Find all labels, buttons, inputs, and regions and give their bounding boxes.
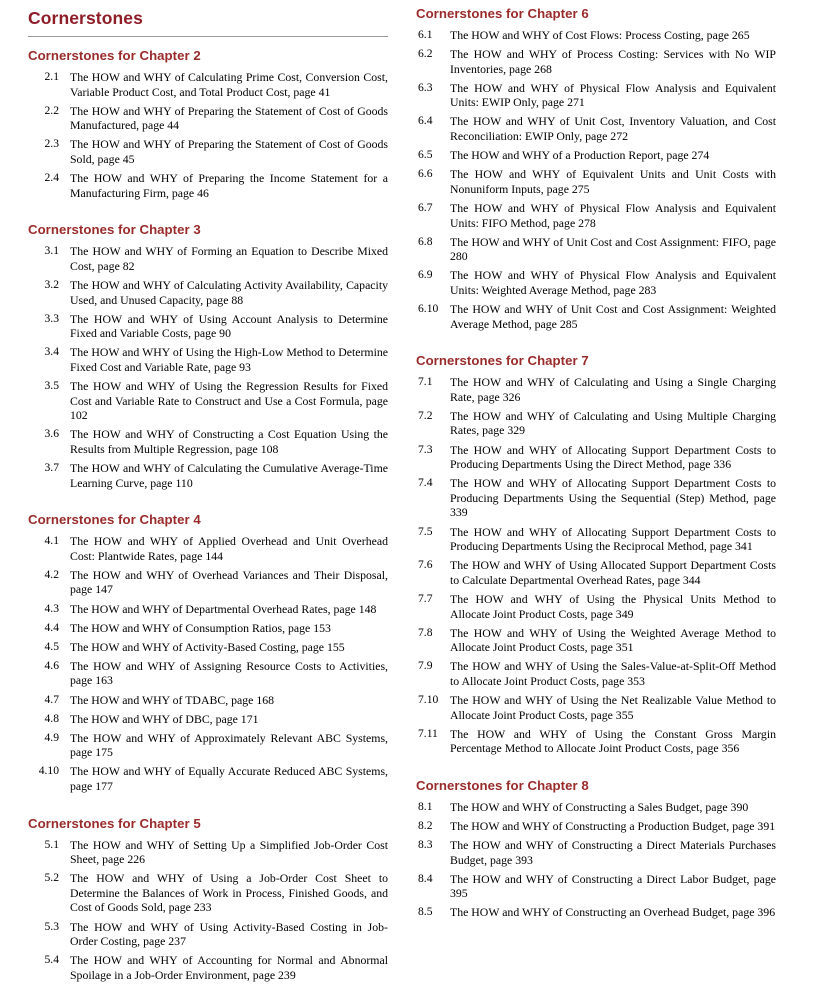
entry-number: 3.3 [44,311,59,325]
entry-number: 5.3 [44,919,59,933]
entry-number: 2.3 [44,137,59,151]
list-item [28,278,388,307]
list-item [416,558,776,587]
list-item [28,953,388,982]
list-item [416,148,776,163]
list-item [28,244,388,273]
entry-text: The HOW and WHY of Calculating and Using a Single Charging Rate, page 326 [450,375,776,404]
entry-text: The HOW and WHY of Calculating and Using Multiple Charging Rates, page 329 [450,408,776,438]
list-item [28,568,388,597]
list-item [416,167,776,196]
entry-number: 3.6 [44,427,59,441]
entry-text: The HOW and WHY of Using the Constant Gross Margin Percentage Method to Allocate Joint Product Costs, page 356 [450,726,776,756]
list-item [416,800,776,815]
list-item [28,312,388,341]
entry-text: The HOW and WHY of Departmental Overhead Rates, page 148 [70,601,377,616]
list-item [416,659,776,688]
list-item [416,872,776,901]
entry-text: The HOW and WHY of Accounting for Normal and Abnormal Spoilage in a Job-Order Environment, page 239 [70,953,388,982]
entry-number: 7.3 [418,442,433,456]
list-item [28,920,388,949]
entry-text: The HOW and WHY of Unit Cost and Cost Assignment: Weighted Average Method, page 285 [450,302,776,331]
entry-number: 6.3 [418,80,433,94]
list-item [28,137,388,166]
chapter-section-4 [28,512,388,793]
list-item [416,409,776,438]
entry-number: 4.6 [44,658,59,672]
entry-text: The HOW and WHY of Physical Flow Analysis and Equivalent Units: Weighted Average Method, page 283 [450,268,776,297]
entry-number: 4.1 [44,534,59,548]
entry-text: The HOW and WHY of Using the Net Realizable Value Method to Allocate Joint Product Costs, page 355 [450,692,776,722]
entry-number: 8.4 [418,871,433,885]
chapter-section-2 [28,48,388,200]
list-item [416,819,776,834]
two-column-layout [28,4,802,987]
entry-text: The HOW and WHY of Using Allocated Support Department Costs to Calculate Departmental Overhead Rates, page 344 [450,558,776,587]
entry-number: 6.8 [418,234,433,248]
entry-number: 4.4 [44,620,59,634]
entry-text: The HOW and WHY of a Production Report, page 274 [450,148,710,163]
entry-text: The HOW and WHY of Calculating Prime Cost, Conversion Cost, Variable Product Cost, and Total Product Cost, page 41 [70,70,388,99]
entry-text: The HOW and WHY of Process Costing: Services with No WIP Inventories, page 268 [450,47,776,76]
list-item [416,476,776,520]
entry-text: The HOW and WHY of Physical Flow Analysis and Equivalent Units: EWIP Only, page 271 [450,80,776,110]
list-item [28,345,388,374]
entry-number: 3.1 [44,244,59,258]
entry-text: The HOW and WHY of Forming an Equation to Describe Mixed Cost, page 82 [70,244,388,273]
list-item [416,235,776,264]
chapter-section-6 [416,6,776,331]
list-item [416,268,776,297]
entry-text: The HOW and WHY of Calculating Activity Availability, Capacity Used, and Unused Capacity, page 88 [70,277,388,307]
entry-text: The HOW and WHY of Using Account Analysis to Determine Fixed and Variable Costs, page 90 [70,311,388,341]
list-item [416,201,776,230]
list-item [28,693,388,708]
entry-number: 3.4 [44,345,59,359]
entry-text: The HOW and WHY of DBC, page 171 [70,711,259,726]
entry-number: 6.5 [418,148,433,162]
entry-text: The HOW and WHY of Constructing a Sales Budget, page 390 [450,799,749,814]
entry-number: 8.1 [418,799,433,813]
entry-number: 3.7 [44,460,59,474]
list-item [28,602,388,617]
entry-text: The HOW and WHY of Calculating the Cumulative Average-Time Learning Curve, page 110 [70,460,388,490]
entry-number: 8.3 [418,838,433,852]
entry-text: The HOW and WHY of Using the Sales-Value-at-Split-Off Method to Allocate Joint Product Costs, page 353 [450,659,776,688]
entry-text: The HOW and WHY of Using the Weighted Average Method to Allocate Joint Product Costs, page 351 [450,625,776,655]
list-item [28,712,388,727]
entry-text: The HOW and WHY of Equivalent Units and Unit Costs with Nonuniform Inputs, page 275 [450,167,776,196]
entry-number: 8.2 [418,818,433,832]
title-divider [28,36,388,37]
entry-text: The HOW and WHY of Cost Flows: Process Costing, page 265 [450,28,750,42]
entry-text: The HOW and WHY of Using a Job-Order Cost Sheet to Determine the Balances of Work in Process, Finished Goods, and Cost of Goods Sold, page 233 [70,871,388,915]
entry-number: 6.7 [418,200,433,214]
entry-number: 6.1 [418,28,433,41]
entry-number: 5.4 [44,953,59,967]
list-item [28,731,388,760]
entry-number: 7.5 [418,524,433,538]
left-column [28,4,388,987]
list-item [416,28,776,43]
list-item [28,871,388,915]
entry-text: The HOW and WHY of Unit Cost and Cost Assignment: FIFO, page 280 [450,234,776,264]
entry-text: The HOW and WHY of Constructing a Direct Labor Budget, page 395 [450,871,776,901]
entry-number: 4.9 [44,730,59,744]
entry-text: The HOW and WHY of Using the Regression Results for Fixed Cost and Variable Rate to Construct and Use a Cost Formula, page 102 [70,379,388,423]
list-item [28,171,388,200]
entry-number: 5.1 [44,837,59,851]
entry-number: 7.9 [418,659,433,673]
list-item [416,838,776,867]
entry-number: 6.9 [418,268,433,282]
entry-text: The HOW and WHY of Activity-Based Costing, page 155 [70,639,345,654]
entry-text: The HOW and WHY of Consumption Ratios, page 153 [70,620,331,635]
entry-number: 6.4 [418,114,433,128]
entry-number: 2.1 [44,70,59,83]
entry-number: 4.10 [38,764,59,778]
entry-text: The HOW and WHY of Using the High-Low Method to Determine Fixed Cost and Variable Rate, page 93 [70,345,388,374]
entry-number: 7.11 [418,726,438,740]
entry-text: The HOW and WHY of Applied Overhead and Unit Overhead Cost: Plantwide Rates, page 144 [70,534,388,563]
entry-text: The HOW and WHY of Constructing a Cost Equation Using the Results from Multiple Regression, page 108 [70,427,388,456]
entry-number: 5.2 [44,871,59,885]
entry-number: 6.6 [418,167,433,181]
list-item [416,302,776,331]
entry-text: The HOW and WHY of Allocating Support Department Costs to Producing Departments Using the Direct Method, page 336 [450,442,776,472]
entry-number: 4.2 [44,567,59,581]
list-item [416,905,776,920]
chapter-heading-3: Cornerstones for Chapter 3 [28,222,201,238]
list-item [28,621,388,636]
chapter-heading-4: Cornerstones for Chapter 4 [28,512,201,528]
list-item [28,70,388,99]
chapter-section-8 [416,778,776,920]
entry-text: The HOW and WHY of Physical Flow Analysis and Equivalent Units: FIFO Method, page 278 [450,200,776,230]
entry-text: The HOW and WHY of Unit Cost, Inventory Valuation, and Cost Reconciliation: EWIP Only, page 272 [450,114,776,144]
entry-number: 8.5 [418,905,433,919]
entry-number: 3.2 [44,277,59,291]
list-item [28,659,388,688]
entry-text: The HOW and WHY of Allocating Support Department Costs to Producing Departments Using the Sequential (Step) Method, page 339 [450,476,776,520]
list-item [28,104,388,133]
entry-number: 2.2 [44,103,59,117]
entry-number: 7.4 [418,476,433,490]
list-item [28,640,388,655]
list-item [416,727,776,756]
entry-text: The HOW and WHY of Preparing the Income Statement for a Manufacturing Firm, page 46 [70,171,388,200]
chapter-heading-6: Cornerstones for Chapter 6 [416,6,589,21]
entry-number: 7.8 [418,625,433,639]
chapter-section-5 [28,816,388,983]
chapter-heading-7: Cornerstones for Chapter 7 [416,353,589,369]
list-item [416,375,776,404]
list-item [28,534,388,563]
entry-text: The HOW and WHY of Preparing the Statement of Cost of Goods Manufactured, page 44 [70,103,388,133]
entry-number: 6.10 [418,302,439,315]
list-item [416,114,776,143]
entry-number: 3.5 [44,379,59,392]
entry-number: 7.10 [418,692,439,706]
page-title: Cornerstones [28,8,143,28]
entry-text: The HOW and WHY of Constructing a Production Budget, page 391 [450,818,776,833]
entry-number: 7.1 [418,375,433,389]
entry-text: The HOW and WHY of Equally Accurate Reduced ABC Systems, page 177 [70,764,388,793]
entry-text: The HOW and WHY of Using Activity-Based Costing in Job-Order Costing, page 237 [70,919,388,949]
entry-text: The HOW and WHY of Constructing an Overhead Budget, page 396 [450,905,776,920]
entry-number: 6.2 [418,47,433,61]
list-item [416,81,776,110]
entry-text: The HOW and WHY of Overhead Variances and Their Disposal, page 147 [70,567,388,597]
list-item [28,764,388,793]
entry-text: The HOW and WHY of Constructing a Direct Materials Purchases Budget, page 393 [450,838,776,867]
entry-number: 4.7 [44,692,59,706]
entry-text: The HOW and WHY of Preparing the Statement of Cost of Goods Sold, page 45 [70,137,388,166]
chapter-heading-5: Cornerstones for Chapter 5 [28,815,201,831]
entry-number: 7.2 [418,408,433,422]
right-column [416,4,776,925]
list-item [28,838,388,867]
list-item [28,461,388,490]
entry-number: 4.8 [44,711,59,725]
chapter-section-3 [28,222,388,490]
entry-text: The HOW and WHY of Setting Up a Simplified Job-Order Cost Sheet, page 226 [70,837,388,867]
list-item [416,443,776,472]
entry-number: 4.3 [44,601,59,615]
entry-number: 4.5 [44,639,59,653]
entry-number: 7.7 [418,591,433,605]
list-item [28,379,388,423]
entry-text: The HOW and WHY of Approximately Relevant ABC Systems, page 175 [70,730,388,760]
list-item [416,693,776,722]
list-item [416,47,776,76]
entry-text: The HOW and WHY of Using the Physical Units Method to Allocate Joint Product Costs, page 349 [450,591,776,621]
entry-number: 2.4 [44,171,59,185]
chapter-heading-8: Cornerstones for Chapter 8 [416,777,589,793]
entry-text: The HOW and WHY of Allocating Support Department Costs to Producing Departments Using the Reciprocal Method, page 341 [450,524,776,554]
list-item [416,626,776,655]
list-item [416,592,776,621]
list-item [416,525,776,554]
list-item [28,427,388,456]
chapter-section-7 [416,353,776,756]
entry-text: The HOW and WHY of TDABC, page 168 [70,692,275,707]
entry-number: 7.6 [418,558,433,572]
entry-text: The HOW and WHY of Assigning Resource Costs to Activities, page 163 [70,658,388,688]
chapter-heading-2: Cornerstones for Chapter 2 [28,48,201,63]
